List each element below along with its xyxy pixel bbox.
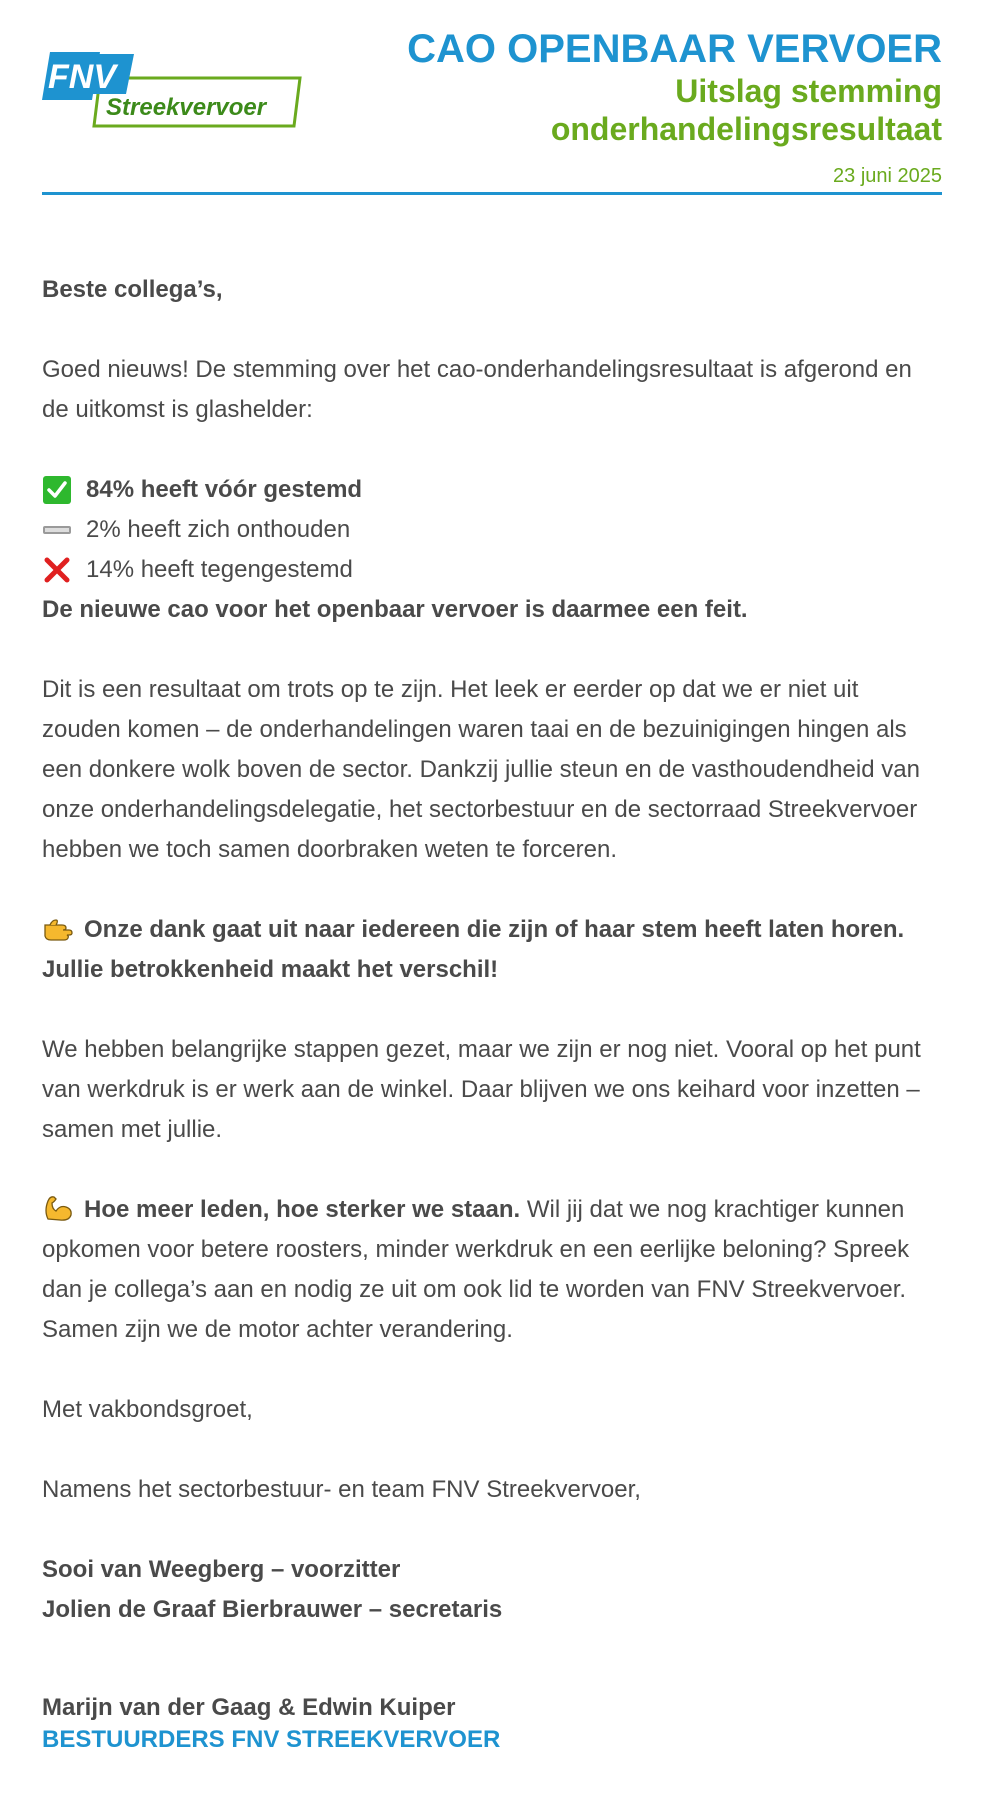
publish-date: 23 juni 2025 — [833, 165, 942, 187]
members-bold-text: Hoe meer leden, hoe sterker we staan. — [84, 1196, 521, 1223]
flexed-biceps-icon — [42, 1191, 74, 1223]
directors-names: Marijn van der Gaag & Edwin Kuiper — [42, 1694, 456, 1721]
paragraph-result: Dit is een resultaat om trots op te zijn. Het leek er eerder op dat we er niet uit zouden komen – de onderhandelingen waren taai en de bezuinigingen hingen als een donkere wolk boven de sector. Dankzij jullie steun en de vasthoudendheid van onze onderhandelingsdelegatie, het sectorbestuur en de sectorraad Streekvervoer hebben we toch samen doorbraken weten te forceren. — [42, 676, 920, 863]
fnv-streekvervoer-logo — [42, 48, 302, 128]
vote-result-for — [42, 470, 942, 510]
members-text: Wil jij dat we nog krachtiger kunnen opkomen voor betere roosters, minder werkdruk en een eerlijke beloning? Spreek dan je collega’s aan en nodig ze uit om ook lid te worden van FNV Streekvervoer. Samen zijn we de motor achter verandering. — [42, 1196, 910, 1343]
conclusion: De nieuwe cao voor het openbaar vervoer is daarmee een feit. — [42, 596, 748, 623]
svg-text:Streekvervoer: Streekvervoer — [106, 94, 267, 121]
vote-for-text: 84% heeft vóór gestemd — [86, 476, 363, 503]
vote-result-abstain — [42, 510, 942, 550]
greeting: Beste collega’s, — [42, 276, 223, 303]
vote-result-against — [42, 550, 942, 590]
svg-text:FNV: FNV — [48, 58, 116, 96]
header-title-block — [407, 26, 942, 188]
signatory-chair: Sooi van Weegberg – voorzitter — [42, 1556, 401, 1583]
email-header — [42, 0, 942, 195]
email-page — [42, 0, 942, 1756]
members-paragraph — [42, 1190, 942, 1350]
page-subtitle: Uitslag stemming onderhandelingsresultaat — [550, 73, 942, 147]
letter-body — [42, 270, 942, 1756]
closing: Met vakbondsgroet, — [42, 1396, 253, 1423]
directors-title: BESTUURDERS FNV STREEKVERVOER — [42, 1726, 501, 1753]
on-behalf: Namens het sectorbestuur- en team FNV Streekvervoer, — [42, 1476, 641, 1503]
signatory-secretary: Jolien de Graaf Bierbrauwer – secretaris — [42, 1596, 503, 1623]
page-title: CAO OPENBAAR VERVOER — [407, 27, 942, 71]
intro-paragraph: Goed nieuws! De stemming over het cao-onderhandelingsresultaat is afgerond en de uitkomst is glashelder: — [42, 356, 912, 423]
thanks-paragraph: Onze dank gaat uit naar iedereen die zijn of haar stem heeft laten horen. Jullie betrokkenheid maakt het verschil! — [42, 910, 942, 990]
vote-abstain-text: 2% heeft zich onthouden — [86, 516, 351, 543]
vote-against-text: 14% heeft tegengestemd — [86, 556, 353, 583]
paragraph-workload: We hebben belangrijke stappen gezet, maar we zijn er nog niet. Vooral op het punt van werkdruk is er werk aan de winkel. Daar blijven we ons keihard voor inzetten – samen met jullie. — [42, 1036, 921, 1143]
cross-mark-icon — [42, 555, 72, 585]
minus-icon — [42, 515, 72, 545]
check-mark-icon — [42, 475, 72, 505]
pointing-hand-icon — [42, 911, 74, 943]
